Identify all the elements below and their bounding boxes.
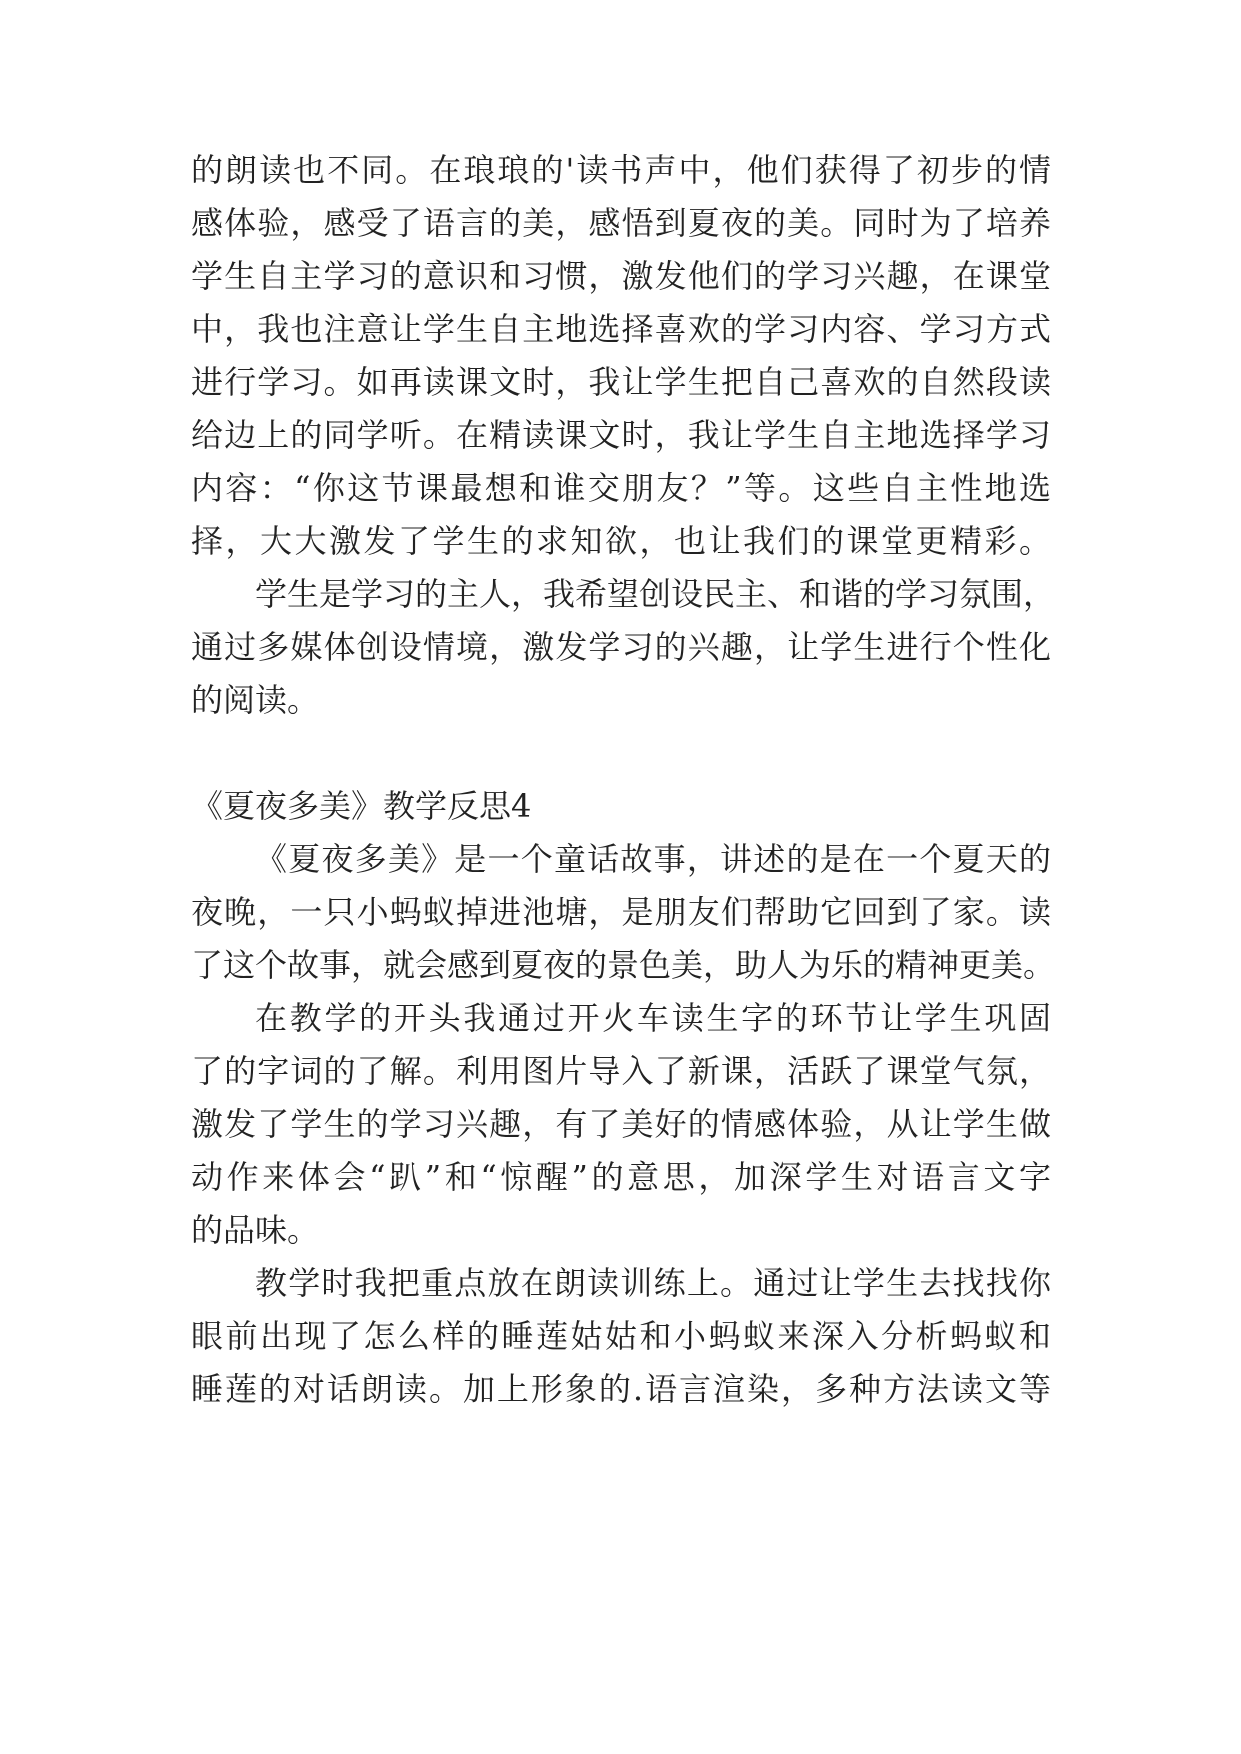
paragraph-line: 的阅读。 — [191, 681, 320, 719]
paragraph-line: 《夏夜多美》是一个童话故事，讲述的是在一个夏天的 — [255, 840, 1051, 878]
paragraph-line: 的品味。 — [191, 1211, 320, 1249]
section-heading: 《夏夜多美》教学反思4 — [191, 787, 532, 825]
paragraph-line: 眼前出现了怎么样的睡莲姑姑和小蚂蚁来深入分析蚂蚁和 — [191, 1317, 1051, 1355]
paragraph-line: 了的字词的了解。利用图片导入了新课，活跃了课堂气氛， — [191, 1052, 1051, 1090]
paragraph-line: 通过多媒体创设情境，激发学习的兴趣，让学生进行个性化 — [191, 628, 1051, 666]
paragraph-line: 睡莲的对话朗读。加上形象的.语言渲染，多种方法读文等 — [191, 1370, 1051, 1408]
paragraph-line: 的朗读也不同。在琅琅的'读书声中，他们获得了初步的情 — [191, 151, 1051, 189]
paragraph-line: 了这个故事，就会感到夏夜的景色美，助人为乐的精神更美。 — [191, 946, 1056, 984]
paragraph-line: 学生是学习的主人，我希望创设民主、和谐的学习氛围， — [255, 575, 1056, 613]
paragraph-line: 进行学习。如再读课文时，我让学生把自己喜欢的自然段读 — [191, 363, 1051, 401]
paragraph-line: 教学时我把重点放在朗读训练上。通过让学生去找找你 — [255, 1264, 1051, 1302]
paragraph-line: 夜晚，一只小蚂蚁掉进池塘，是朋友们帮助它回到了家。读 — [191, 893, 1051, 931]
paragraph-line: 内容：“你这节课最想和谁交朋友？”等。这些自主性地选 — [191, 469, 1051, 507]
paragraph-line: 学生自主学习的意识和习惯，激发他们的学习兴趣，在课堂 — [191, 257, 1051, 295]
paragraph-line: 给边上的同学听。在精读课文时，我让学生自主地选择学习 — [191, 416, 1051, 454]
paragraph-line: 激发了学生的学习兴趣，有了美好的情感体验，从让学生做 — [191, 1105, 1051, 1143]
paragraph-line: 动作来体会“趴”和“惊醒”的意思，加深学生对语言文字 — [191, 1158, 1051, 1196]
paragraph-line: 择，大大激发了学生的求知欲，也让我们的课堂更精彩。 — [191, 522, 1051, 560]
paragraph-line: 中，我也注意让学生自主地选择喜欢的学习内容、学习方式 — [191, 310, 1051, 348]
paragraph-line: 感体验，感受了语言的美，感悟到夏夜的美。同时为了培养 — [191, 204, 1051, 242]
paragraph-line: 在教学的开头我通过开火车读生字的环节让学生巩固 — [255, 999, 1051, 1037]
